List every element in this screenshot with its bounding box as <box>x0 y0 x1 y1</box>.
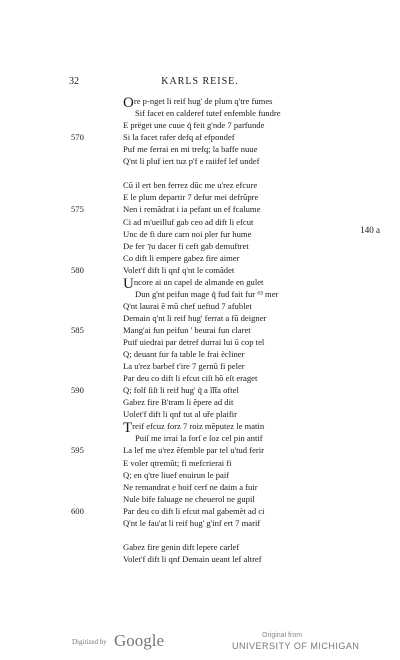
line-number: 570 <box>71 132 84 143</box>
drop-capital: O <box>123 95 134 111</box>
line-number: 600 <box>71 505 84 516</box>
line-body: Dun g'nt peifun mage q̃ fud fait fur ⁶³ mer <box>135 288 279 299</box>
line-body: Q; en q'tre liuef enuirun le paif <box>123 469 230 480</box>
verse-line <box>0 288 400 300</box>
line-body: Q; folf ſiſt li reif hug' q̃ a ĩ͞ſta oftel <box>123 385 239 396</box>
verse-line <box>0 191 400 203</box>
line-number: 585 <box>71 324 84 335</box>
line-text <box>123 300 252 312</box>
line-body: re p-nget li reif hug' de plum q'tre fumes <box>133 96 273 106</box>
verse-line <box>0 372 400 384</box>
line-body: Par deu co dift li efcut mal gabemèt ad ci <box>123 505 265 516</box>
line-body: Nule bife faluage ne cheuerol ne gupil <box>123 493 255 504</box>
line-text <box>123 203 260 215</box>
verse-line <box>0 420 400 437</box>
line-text <box>135 432 263 444</box>
line-body: E voler ɋtremũt; fi mefcrierai fi <box>123 457 232 468</box>
line-text <box>123 216 253 228</box>
drop-capital: U <box>123 275 134 292</box>
line-text <box>123 360 245 372</box>
institution-label: UNIVERSITY OF MICHIGAN <box>232 641 360 651</box>
line-text <box>123 143 257 155</box>
line-number: 590 <box>71 385 84 396</box>
verse-line <box>0 384 400 396</box>
verse-line <box>0 167 400 179</box>
verse-line <box>0 481 400 493</box>
line-body: Puf me ferrai en mi trefq; la baffe nuue <box>123 144 258 155</box>
line-body: Si la facet rafer defq af efpondef <box>123 132 235 143</box>
line-body: La lef me u'rez ẽfemble par tel u'tud ferir <box>123 445 264 456</box>
line-body: Mang'ai fun peifun ' beurai fun claret <box>123 324 251 335</box>
line-text <box>123 155 260 167</box>
line-body: Q; deuant fur fa table le frai ècliner <box>123 349 245 360</box>
verse-line <box>0 553 400 565</box>
line-text <box>123 553 262 565</box>
line-text <box>123 469 229 481</box>
verse-line <box>0 203 400 215</box>
line-body: La u'rez barbef t'ire 7 gernũ fi peler <box>123 361 245 372</box>
line-text <box>135 288 278 300</box>
line-text <box>123 179 257 191</box>
google-logo: Google <box>114 631 165 650</box>
line-text <box>123 119 264 131</box>
line-text <box>123 505 265 517</box>
line-body: Q'nt li pluf iert tuz p'f e raiifef lef undef <box>123 156 260 167</box>
line-body: E le plum departir 7 defur mei defrũpre <box>123 192 259 203</box>
verse-line <box>0 312 400 324</box>
line-body: Sif facet en calderef tutef enfemble fundre <box>135 108 281 119</box>
line-text <box>123 493 255 505</box>
line-body: E prëget une cuue q̃ feit g'nde 7 parfunde <box>123 120 265 131</box>
line-body: Gabez fire B'tram li ẽpere ad dit <box>123 397 234 408</box>
verse-line <box>0 444 400 456</box>
verse-line <box>0 275 400 292</box>
line-body: reif efcuz forz 7 roiz mẽputez le matin <box>132 421 265 432</box>
line-body: Puiſ me irrai la forſ e ſoz cel pin antif <box>135 433 263 444</box>
verse-line <box>0 336 400 348</box>
line-body: Gabez fire genin dift lepere carlef <box>123 541 240 552</box>
verse-line <box>0 252 400 264</box>
line-text <box>123 457 232 469</box>
line-text <box>123 396 233 408</box>
verse-line <box>0 396 400 408</box>
verse-line <box>0 505 400 517</box>
line-text <box>135 107 281 119</box>
verse-line <box>0 240 400 252</box>
verse-line <box>0 131 400 143</box>
line-text <box>123 336 264 348</box>
line-text <box>123 252 239 264</box>
verse-line <box>0 517 400 529</box>
line-number: 595 <box>71 445 84 456</box>
verse-line <box>0 493 400 505</box>
line-body: Co dift li empere gabez fire aimer <box>123 252 240 263</box>
line-body: Demain q'nt li reif hug' ferrat a fũ deigner <box>123 312 267 323</box>
line-body: Ci ad m'ueilluf gab ceo ad dift li efcut <box>123 216 254 227</box>
line-body: Nen i remãdrat i ia pefant un ef fcalume <box>123 204 261 215</box>
line-text <box>123 228 251 240</box>
verse-line <box>0 228 400 240</box>
line-text <box>123 240 249 252</box>
line-text <box>123 264 234 276</box>
original-from-label: Original from <box>262 632 303 639</box>
line-text <box>123 348 244 360</box>
line-text <box>123 384 239 396</box>
verse-line <box>0 155 400 167</box>
line-text <box>123 131 235 143</box>
verse-line <box>0 469 400 481</box>
verse-line <box>0 360 400 372</box>
line-body: Puif uiedrai par detref durrai lui ũ cop tel <box>123 337 265 347</box>
line-text <box>123 444 264 456</box>
line-text <box>123 191 258 203</box>
running-title: KARLS REISE. <box>161 76 239 87</box>
margin-note: 140 a <box>360 225 380 235</box>
line-body: Unc de fi dure carn noi pler fur hume <box>123 228 252 239</box>
verse-line <box>0 324 400 336</box>
line-number: 580 <box>71 264 84 275</box>
verse-line <box>0 348 400 360</box>
line-text <box>123 481 258 493</box>
line-number: 575 <box>71 204 84 215</box>
line-body: Volet'f dift li qnf q'nt le comãdet <box>123 264 235 275</box>
line-body: ncore ai un capel de almande en gulet <box>133 276 264 287</box>
line-text <box>123 312 266 324</box>
line-text <box>123 541 239 553</box>
verse-line <box>0 179 400 191</box>
verse-line <box>0 119 400 131</box>
line-body: Q'nt le fau'at li reif hug' g'inf ert 7 marif <box>123 517 261 528</box>
line-body: Ne remandrat e boif cerf ne daim a fuir <box>123 481 258 492</box>
verse-line <box>0 216 400 228</box>
line-body: Cũ il ert ben ferrez dũc me u'rez efcure <box>123 180 258 191</box>
line-text <box>123 517 260 529</box>
verse-line <box>0 457 400 469</box>
line-body: Par deu co dift li efcut ciſt hõ eſt eraget <box>123 373 258 384</box>
verse-line <box>0 107 400 119</box>
digitized-by-label: Digitized by <box>72 638 107 646</box>
verse-line <box>0 264 400 276</box>
verse-line <box>0 432 400 444</box>
line-text <box>123 372 257 384</box>
verse-line <box>0 143 400 155</box>
line-body: Uolet'f dift li qnf tut al uře plaifir <box>123 409 237 420</box>
verse-line <box>0 529 400 541</box>
verse-line <box>0 408 400 420</box>
page-number: 32 <box>69 76 79 87</box>
drop-capital: T <box>123 420 133 437</box>
verse-line <box>0 95 400 111</box>
line-body: De fer ⁊u dacer fi ceft gab demuftret <box>123 240 249 251</box>
line-body: Volet'f dift li qnf Demain ueant lef altref <box>123 553 262 564</box>
line-text <box>123 408 237 420</box>
line-text <box>123 324 251 336</box>
line-body: Q'nt laurai ẽ mũ chef ueftud 7 afublet <box>123 300 252 311</box>
verse-line <box>0 541 400 553</box>
verse-line <box>0 300 400 312</box>
